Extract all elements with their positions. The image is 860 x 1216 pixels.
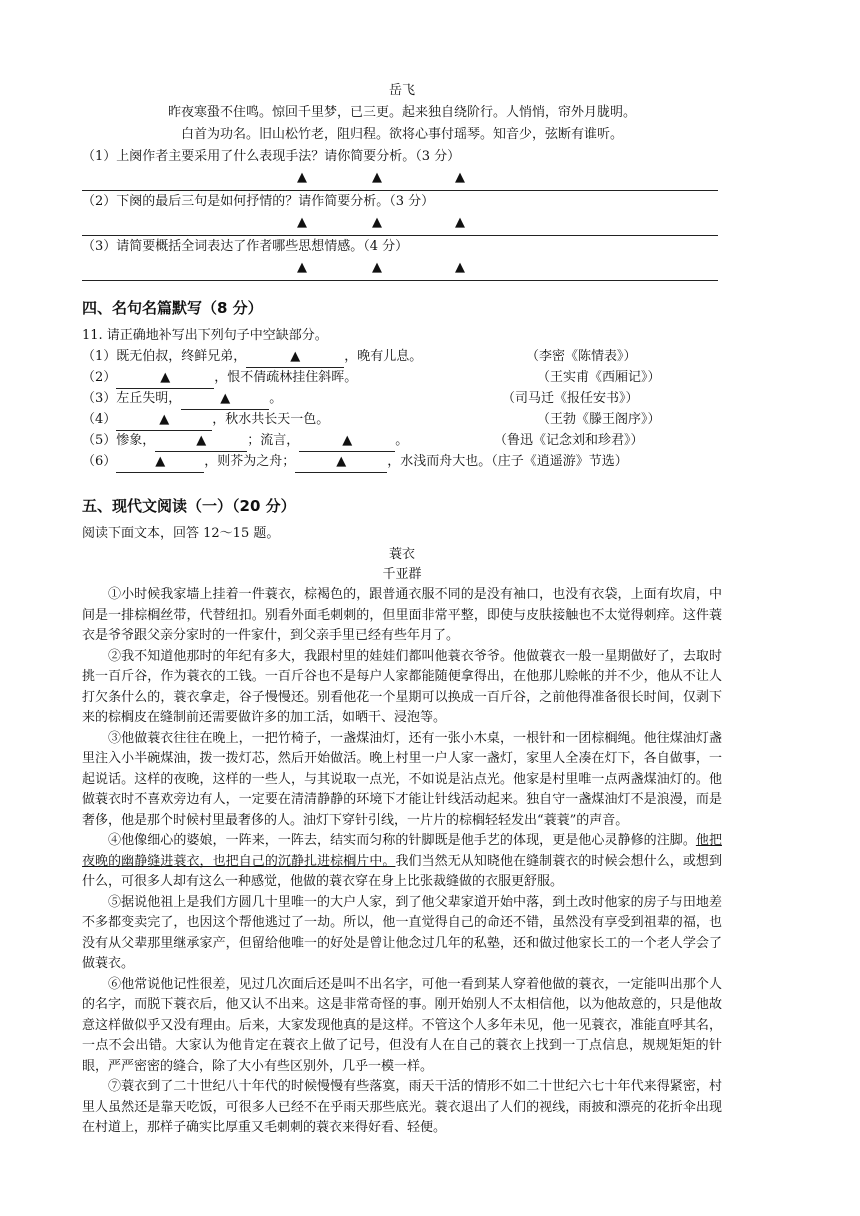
answer-mark: ▲ bbox=[297, 215, 307, 230]
article-paragraph-6: ⑥他常说他记性很差，见过几次面后还是叫不出名字，可他一看到某人穿着他做的蓑衣，一定能叫出那个人的名字，而脱下蓑衣后，他又认不出来。这是非常奇怪的事。刚开始别人不太相信他，以为他故意的，只是他故意这样做似乎又没有理由。后来，大家发现他真的是这样。不管这个人多年未见，他一见蓑衣，准能直呼其名，一点不会出错。大家认为他肯定在蓑衣上做了记号，但没有人在自己的蓑衣上找到一丁点信息，规规矩矩的针眼，严严密密的缝合，除了大小有些区别外，几乎一模一样。 bbox=[82, 976, 722, 1074]
section-5-heading: 五、现代文阅读（一）（20 分） bbox=[82, 497, 296, 515]
article-paragraph-1: ①小时候我家墙上挂着一件蓑衣，棕褐色的，跟普通衣服不同的是没有袖口，也没有衣袋，上面有坎肩，中间是一排棕榈丝带，代替纽扣。别看外面毛刺刺的，但里面非常平整，即使与皮肤接触也不太觉得刺痒。这件蓑衣是爷爷跟父亲分家时的一件家什，到父亲手里已经有些年月了。 bbox=[82, 587, 722, 643]
exam-page bbox=[82, 80, 722, 1139]
fill-item-6 bbox=[82, 452, 722, 473]
poem-line-1: 昨夜寒蛩不住鸣。惊回千里梦，已三更。起来独自绕阶行。人悄悄，帘外月胧明。 bbox=[167, 105, 636, 120]
section-4-instruction: 11. 请正确地补写出下列句子中空缺部分。 bbox=[82, 328, 328, 343]
fill-item-text: ，则芥为之舟； bbox=[204, 454, 296, 469]
article-paragraph-2: ②我不知道他那时的年纪有多大，我跟村里的娃娃们都叫他蓑衣爷爷。他做蓑衣一般一星期做好了，去取时挑一百斤谷，作为蓑衣的工钱。一百斤谷也不是每户人家都能随便拿得出，在他那儿赊帐的并不少，他从不让人打欠条什么的，蓑衣拿走，谷子慢慢还。别看他花一个星期可以换成一百斤谷，之前他得准备很长时间，仅剥下来的棕榈皮在缝制前还需要做许多的加工活，如晒干、浸泡等。 bbox=[82, 648, 722, 725]
fill-item-text: （4） bbox=[82, 412, 117, 427]
answer-line-2[interactable] bbox=[82, 213, 718, 236]
underlined-sentence: 他把夜晚的幽静缝进蓑衣，也把自己的沉静扎进棕榈片中。 bbox=[82, 833, 722, 869]
answer-line-1[interactable] bbox=[82, 168, 718, 191]
fill-blank[interactable]: ▲ bbox=[299, 431, 395, 452]
poem-question-1: （1）上阕作者主要采用了什么表现手法？请你简要分析。（3 分） bbox=[82, 149, 461, 164]
article-paragraph-7: ⑦蓑衣到了二十世纪八十年代的时候慢慢有些落寞，雨天干活的情形不如二十世纪六七十年代来得紧密，村里人虽然还是靠天吃饭，可很多人已经不在乎雨天那些底光。蓑衣退出了人们的视线，雨披和漂亮的花折伞出现在村道上，那样子确实比厚重又毛刺刺的蓑衣来得好看、轻便。 bbox=[82, 1079, 722, 1135]
section-4-heading: 四、名句名篇默写（8 分） bbox=[82, 299, 263, 317]
article-author: 千亚群 bbox=[382, 567, 422, 582]
section-5-instruction: 阅读下面文本，回答 12～15 题。 bbox=[82, 526, 280, 541]
article-paragraph-3: ③他做蓑衣往往在晚上，一把竹椅子，一盏煤油灯，还有一张小木桌，一根针和一团棕榈绳。他往煤油灯盏里注入小半碗煤油，拨一拨灯芯，然后开始做活。晚上村里一户人家一盏灯，家里人全凑在灯下，各自做事，一起说话。这样的夜晚，这样的一些人，与其说取一点光，不如说是沾点光。他家是村里唯一点两盏煤油灯的。他做蓑衣时不喜欢旁边有人，一定要在清清静静的环境下才能让针线活动起来。独自守一盏煤油灯不是浪漫，而是奢侈，他是那个时候村里最奢侈的人。油灯下穿针引线，一片片的棕榈轻轻发出“蓑蓑”的声音。 bbox=[82, 730, 722, 828]
answer-mark: ▲ bbox=[297, 170, 307, 185]
poem-author: 岳飞 bbox=[388, 83, 415, 98]
fill-blank[interactable]: ▲ bbox=[155, 431, 247, 452]
fill-item-text: ，秋水共长天一色。 bbox=[212, 412, 330, 427]
answer-mark: ▲ bbox=[455, 170, 465, 185]
fill-item-text: ，水浅而舟大也。（庄子《逍遥游》节选） bbox=[387, 454, 628, 469]
fill-item-3 bbox=[82, 389, 722, 410]
fill-blank[interactable]: ▲ bbox=[116, 368, 214, 389]
answer-mark: ▲ bbox=[372, 170, 382, 185]
poem-line-2: 白首为功名。旧山松竹老，阻归程。欲将心事付瑶琴。知音少，弦断有谁听。 bbox=[180, 127, 623, 142]
poem-question-2: （2）下阕的最后三句是如何抒情的？请作简要分析。（3 分） bbox=[82, 194, 435, 209]
fill-blank[interactable]: ▲ bbox=[246, 347, 344, 368]
fill-blank[interactable]: ▲ bbox=[116, 452, 204, 473]
answer-mark: ▲ bbox=[372, 215, 382, 230]
fill-blank[interactable]: ▲ bbox=[116, 410, 212, 431]
fill-item-text: （1）既无伯叔，终鲜兄弟， bbox=[82, 349, 247, 364]
fill-item-source: （王实甫《西厢记》） bbox=[537, 370, 661, 385]
fill-blank[interactable]: ▲ bbox=[295, 452, 387, 473]
fill-item-1 bbox=[82, 347, 722, 368]
paragraph-4-part-1: ④他像细心的婆娘，一阵来，一阵去，结实而匀称的针脚既是他手艺的体现，更是他心灵静修的注脚。 bbox=[108, 833, 696, 848]
article-paragraph-5: ⑤据说他祖上是我们方圆几十里唯一的大户人家，到了他父辈家道开始中落，到土改时他家的房子与田地差不多都变卖完了，也因这个帮他逃过了一劫。所以，他一直觉得自己的命还不错，虽然没有享受到祖辈的福，也没有从父辈那里继承家产，但留给他唯一的好处是曾让他念过几年的私塾，还和做过他家长工的一个老人学会了做蓑衣。 bbox=[82, 894, 722, 971]
fill-item-text: （2） bbox=[82, 370, 117, 385]
fill-item-text: ；流言， bbox=[247, 433, 300, 448]
paragraph-4-part-2: 我们当然无从知晓他在缝制蓑衣的时候会想什么，或想到什么，可很多人却有这么一种感觉，他做的蓑衣穿在身上比张裁缝做的衣服更舒服。 bbox=[82, 853, 722, 889]
fill-item-text: ，晚有儿息。 bbox=[344, 349, 423, 364]
answer-mark: ▲ bbox=[455, 260, 465, 275]
fill-item-text: ，恨不倩疏林挂住斜晖。 bbox=[214, 370, 358, 385]
fill-item-source: （鲁迅《记念刘和珍君》） bbox=[494, 433, 644, 448]
answer-line-3[interactable] bbox=[82, 258, 718, 281]
fill-item-text: 。 bbox=[395, 433, 409, 448]
answer-mark: ▲ bbox=[297, 260, 307, 275]
fill-item-text: （5）惨象， bbox=[82, 433, 156, 448]
fill-item-text: （6） bbox=[82, 454, 117, 469]
fill-item-5 bbox=[82, 431, 722, 452]
fill-item-source: （司马迁《报任安书》） bbox=[502, 391, 639, 406]
article-title: 蓑衣 bbox=[388, 547, 415, 562]
fill-item-text: 。 bbox=[269, 391, 283, 406]
poem-question-3: （3）请简要概括全词表达了作者哪些思想情感。（4 分） bbox=[82, 239, 409, 254]
answer-mark: ▲ bbox=[455, 215, 465, 230]
fill-blank[interactable]: ▲ bbox=[181, 389, 269, 410]
article-paragraph-4 bbox=[82, 831, 722, 893]
answer-mark: ▲ bbox=[372, 260, 382, 275]
fill-item-4 bbox=[82, 410, 722, 431]
fill-item-source: （李密《陈情表》） bbox=[526, 349, 637, 364]
fill-item-source: （王勃《滕王阁序》） bbox=[537, 412, 661, 427]
fill-item-text: （3）左丘失明， bbox=[82, 391, 182, 406]
fill-item-2 bbox=[82, 368, 722, 389]
